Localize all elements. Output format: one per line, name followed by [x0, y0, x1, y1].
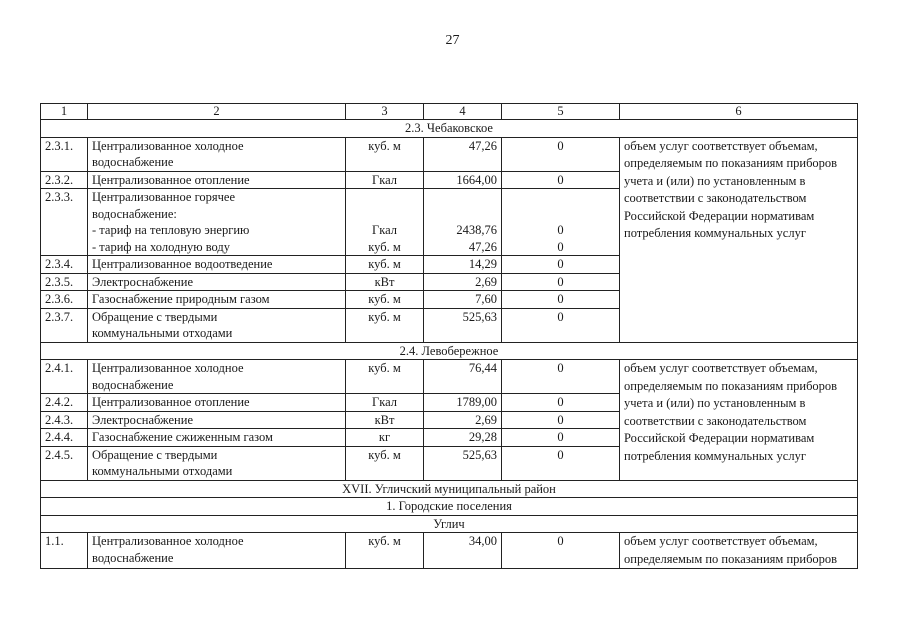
service-name: Газоснабжение природным газом	[88, 291, 346, 309]
row-number: 1.1.	[41, 533, 88, 569]
col5-cell: 0	[502, 137, 620, 171]
service-name: Централизованное холодное водоснабжение	[88, 533, 346, 569]
note-cell: объем услуг соответствует объемам, определяемым по показаниям приборов	[620, 533, 858, 569]
unit-cell: кВт	[346, 273, 424, 291]
value-cell: 525,63	[424, 308, 502, 342]
row-number: 2.4.4.	[41, 429, 88, 447]
unit-cell: кг	[346, 429, 424, 447]
col5-cell: 0	[502, 411, 620, 429]
unit-cell: куб. м	[346, 291, 424, 309]
row-number: 2.3.7.	[41, 308, 88, 342]
note-cell: объем услуг соответствует объемам, определяемым по показаниям приборов учета и (или) по установленным в соответствии с законодательством Российской Федерации нормативам потребления коммунальных услуг	[620, 137, 858, 342]
column-header: 5	[502, 104, 620, 120]
column-header: 4	[424, 104, 502, 120]
col5-cell: 0	[502, 360, 620, 394]
row-number: 2.3.2.	[41, 171, 88, 189]
service-name: Централизованное холодное водоснабжение	[88, 137, 346, 171]
unit-cell: Гкал	[346, 171, 424, 189]
row-number: 2.4.2.	[41, 394, 88, 412]
unit-cell: Гкал куб. м	[346, 189, 424, 256]
town-title: Углич	[41, 515, 858, 533]
table-row	[41, 137, 858, 171]
service-name: Обращение с твердыми коммунальными отходами	[88, 446, 346, 480]
value-cell: 1664,00	[424, 171, 502, 189]
value-cell: 29,28	[424, 429, 502, 447]
col5-cell: 0	[502, 256, 620, 274]
row-number: 2.4.3.	[41, 411, 88, 429]
service-name: Централизованное горячее водоснабжение: - тариф на тепловую энергию - тариф на холодную воду	[88, 189, 346, 256]
unit-cell: кВт	[346, 411, 424, 429]
col5-cell: 0 0	[502, 189, 620, 256]
section-row	[41, 342, 858, 360]
page-number: 27	[445, 33, 460, 48]
value-cell: 76,44	[424, 360, 502, 394]
service-name: Централизованное отопление	[88, 394, 346, 412]
note-cell: объем услуг соответствует объемам, определяемым по показаниям приборов учета и (или) по установленным в соответствии с законодательством Российской Федерации нормативам потребления коммунальных услуг	[620, 360, 858, 481]
row-number: 2.3.1.	[41, 137, 88, 171]
value-cell: 34,00	[424, 533, 502, 569]
col5-cell: 0	[502, 394, 620, 412]
unit-cell: куб. м	[346, 256, 424, 274]
row-number: 2.4.1.	[41, 360, 88, 394]
service-name: Централизованное отопление	[88, 171, 346, 189]
col5-cell: 0	[502, 429, 620, 447]
service-name: Электроснабжение	[88, 273, 346, 291]
col5-cell: 0	[502, 273, 620, 291]
row-number: 2.3.5.	[41, 273, 88, 291]
col5-cell: 0	[502, 446, 620, 480]
service-name: Электроснабжение	[88, 411, 346, 429]
section-title: 2.3. Чебаковское	[41, 120, 858, 138]
value-cell: 2,69	[424, 273, 502, 291]
col5-cell: 0	[502, 171, 620, 189]
value-cell: 525,63	[424, 446, 502, 480]
service-name: Газоснабжение сжиженным газом	[88, 429, 346, 447]
unit-cell: куб. м	[346, 446, 424, 480]
unit-cell: куб. м	[346, 533, 424, 569]
value-cell: 14,29	[424, 256, 502, 274]
service-name: Централизованное холодное водоснабжение	[88, 360, 346, 394]
subgroup-title: 1. Городские поселения	[41, 498, 858, 516]
unit-cell: куб. м	[346, 360, 424, 394]
section-title: 2.4. Левобережное	[41, 342, 858, 360]
value-cell: 2,69	[424, 411, 502, 429]
section-row	[41, 515, 858, 533]
unit-cell: куб. м	[346, 137, 424, 171]
value-cell: 2438,76 47,26	[424, 189, 502, 256]
service-name: Обращение с твердыми коммунальными отходами	[88, 308, 346, 342]
district-title: XVII. Угличский муниципальный район	[41, 480, 858, 498]
table-row	[41, 360, 858, 394]
row-number: 2.3.3.	[41, 189, 88, 256]
col5-cell: 0	[502, 533, 620, 569]
row-number: 2.4.5.	[41, 446, 88, 480]
unit-cell: Гкал	[346, 394, 424, 412]
unit-cell: куб. м	[346, 308, 424, 342]
column-header: 6	[620, 104, 858, 120]
service-name: Централизованное водоотведение	[88, 256, 346, 274]
section-row	[41, 480, 858, 498]
section-row	[41, 498, 858, 516]
row-number: 2.3.4.	[41, 256, 88, 274]
column-header: 3	[346, 104, 424, 120]
value-cell: 7,60	[424, 291, 502, 309]
value-cell: 1789,00	[424, 394, 502, 412]
value-cell: 47,26	[424, 137, 502, 171]
section-row	[41, 120, 858, 138]
row-number: 2.3.6.	[41, 291, 88, 309]
tariff-table	[40, 103, 858, 569]
col5-cell: 0	[502, 308, 620, 342]
column-header: 1	[41, 104, 88, 120]
column-header: 2	[88, 104, 346, 120]
col5-cell: 0	[502, 291, 620, 309]
table-row	[41, 533, 858, 569]
column-header-row	[41, 104, 858, 120]
